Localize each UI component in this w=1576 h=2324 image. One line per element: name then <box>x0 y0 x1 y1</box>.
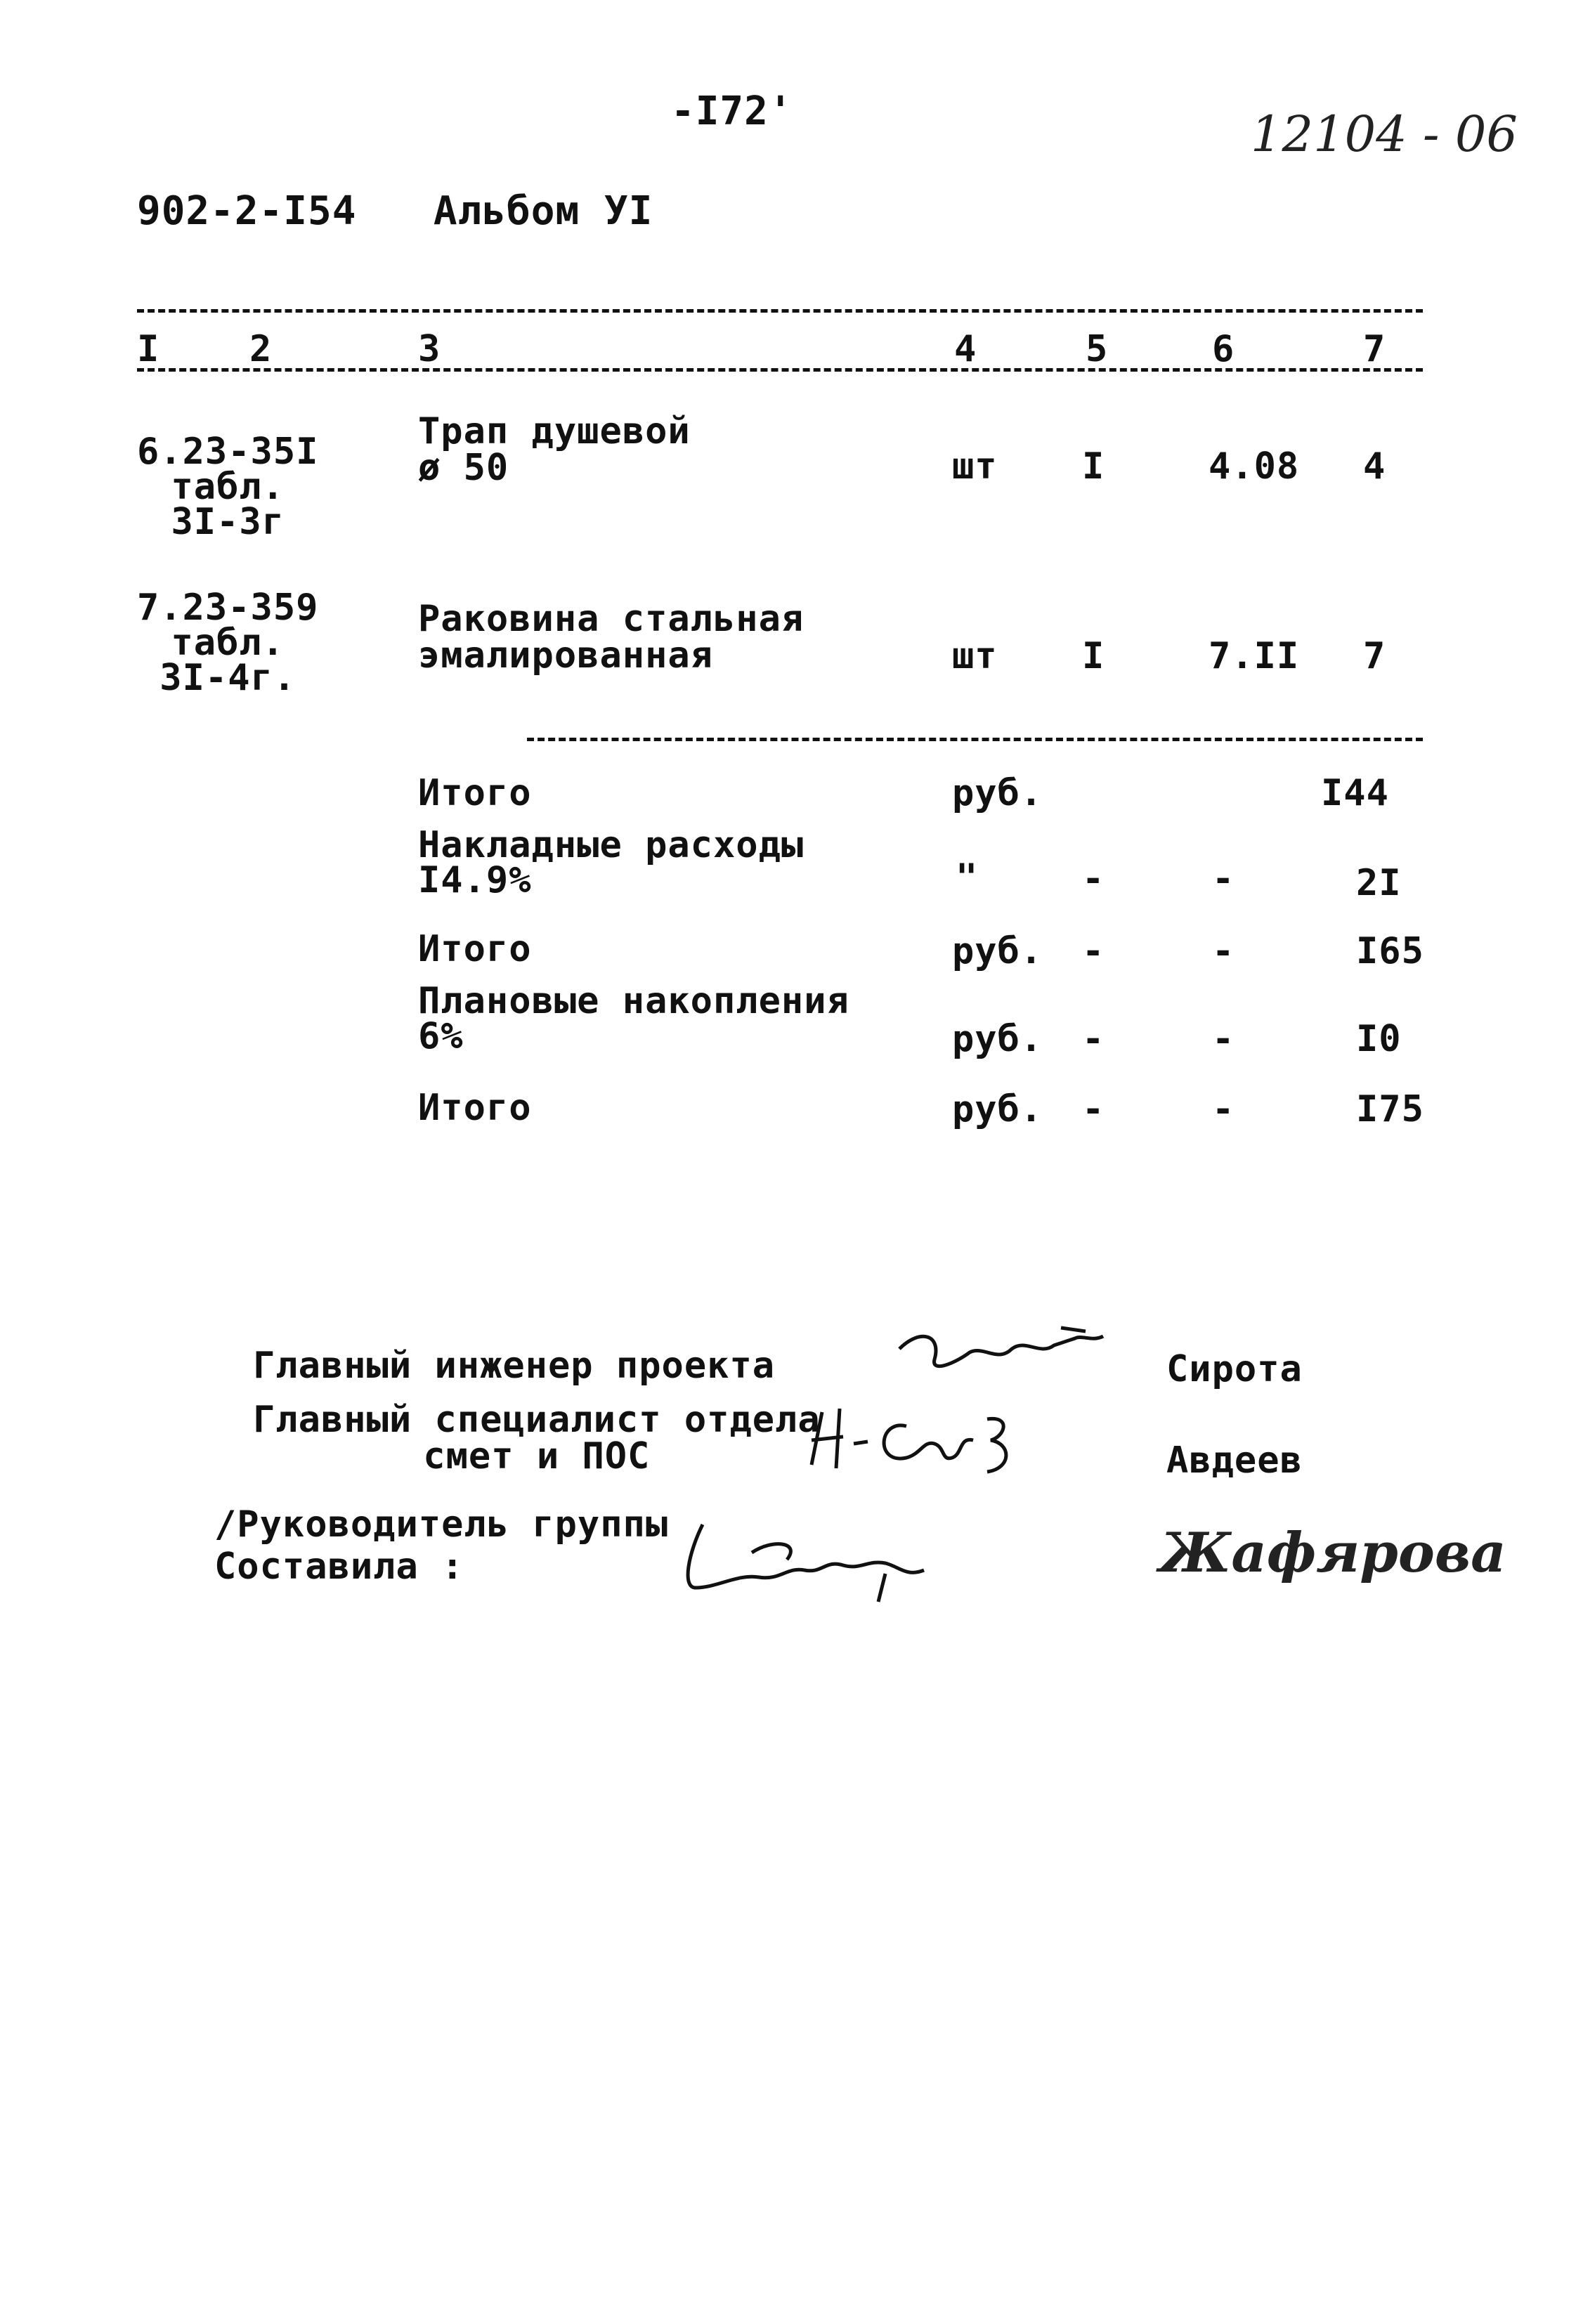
row-2-qty: I <box>1082 635 1105 677</box>
header-top-rule <box>137 309 1423 313</box>
signature-2-name: Авдеев <box>1166 1440 1303 1482</box>
summary-5-c5: - <box>1082 1088 1105 1130</box>
row-2-code-line: 3I-4г. <box>159 657 297 699</box>
summary-3-label: Итого <box>418 928 532 970</box>
summary-2-label-line: I4.9% <box>418 859 532 901</box>
row-1-code-line: 6.23-35I <box>137 431 319 473</box>
signature-2-role <box>253 1399 821 1477</box>
summary-3-c5: - <box>1082 930 1105 972</box>
row-1-price: 4.08 <box>1209 445 1300 488</box>
header-bottom-rule <box>137 368 1423 372</box>
row-1-code-line: табл. <box>171 466 285 508</box>
summary-3-value: I65 <box>1356 930 1424 972</box>
col-header-2: 2 <box>249 328 273 370</box>
signature-1-role: Главный инженер проекта <box>253 1345 776 1387</box>
summary-1-label: Итого <box>418 772 532 814</box>
summary-5-c6: - <box>1212 1088 1235 1130</box>
summary-2-c6: - <box>1212 858 1235 900</box>
summary-2-unit: " <box>956 856 979 899</box>
col-header-3: 3 <box>418 328 441 370</box>
signature-2-role-line: Главный специалист отдела <box>253 1399 821 1441</box>
signature-3-role-line: /Руководитель группы <box>214 1503 669 1546</box>
summary-5-value: I75 <box>1356 1088 1424 1130</box>
row-1-name <box>418 410 691 489</box>
summary-rule <box>527 738 1423 741</box>
summary-1-unit: руб. <box>952 772 1043 814</box>
row-2-total: 7 <box>1363 635 1386 677</box>
row-1-name-line: Трап душевой <box>418 410 691 452</box>
signature-2-handwritten <box>801 1398 1033 1489</box>
row-1-code <box>137 431 319 543</box>
signature-1-handwritten <box>892 1321 1117 1398</box>
row-2-price: 7.II <box>1209 635 1300 677</box>
row-2-name-line: Раковина стальная <box>418 598 805 640</box>
row-2-code <box>137 587 319 699</box>
col-header-6: 6 <box>1212 328 1235 370</box>
summary-3-c6: - <box>1212 930 1235 972</box>
row-1-total: 4 <box>1363 445 1386 488</box>
row-2-unit: шт <box>952 635 998 677</box>
row-1-unit: шт <box>952 445 998 488</box>
col-header-5: 5 <box>1086 328 1109 370</box>
summary-4-c6: - <box>1212 1018 1235 1060</box>
summary-4-label-line: Плановые накопления <box>418 980 849 1022</box>
row-2-name-line: эмалированная <box>418 634 713 677</box>
archive-number: 12104 - 06 <box>1251 105 1518 163</box>
signature-3-name: Жафярова <box>1159 1521 1506 1585</box>
summary-4-label <box>418 980 849 1057</box>
col-header-4: 4 <box>954 328 977 370</box>
signature-3-role-line: Составила : <box>214 1546 464 1588</box>
summary-5-unit: руб. <box>952 1088 1043 1130</box>
row-2-code-line: табл. <box>171 622 285 664</box>
signature-3-handwritten <box>675 1510 956 1609</box>
signature-1-name: Сирота <box>1166 1348 1303 1390</box>
summary-4-c5: - <box>1082 1018 1105 1060</box>
document-code-value: 902-2-I54 <box>137 188 357 234</box>
signature-3-role <box>214 1503 668 1588</box>
row-2-code-line: 7.23-359 <box>137 587 319 629</box>
page-number: -I72' <box>671 89 793 134</box>
summary-2-label-line: Накладные расходы <box>418 824 805 866</box>
row-1-qty: I <box>1082 445 1105 488</box>
summary-2-label <box>418 824 805 901</box>
row-1-code-line: 3I-3г <box>171 501 285 543</box>
row-1-name-line: ø 50 <box>418 447 509 489</box>
summary-3-unit: руб. <box>952 930 1043 972</box>
summary-2-value: 2I <box>1356 862 1402 904</box>
col-header-7: 7 <box>1363 328 1386 370</box>
summary-5-label: Итого <box>418 1087 532 1129</box>
summary-4-value: I0 <box>1356 1018 1402 1060</box>
document-code <box>137 188 653 234</box>
summary-4-unit: руб. <box>952 1018 1043 1060</box>
summary-4-label-line: 6% <box>418 1015 464 1057</box>
col-header-1: I <box>137 328 160 370</box>
row-2-name <box>418 598 805 677</box>
summary-1-value: I44 <box>1321 772 1389 814</box>
summary-2-c5: - <box>1082 858 1105 900</box>
album-title: Альбом УI <box>433 188 653 234</box>
signature-2-role-line: смет и ПОС <box>423 1435 651 1477</box>
